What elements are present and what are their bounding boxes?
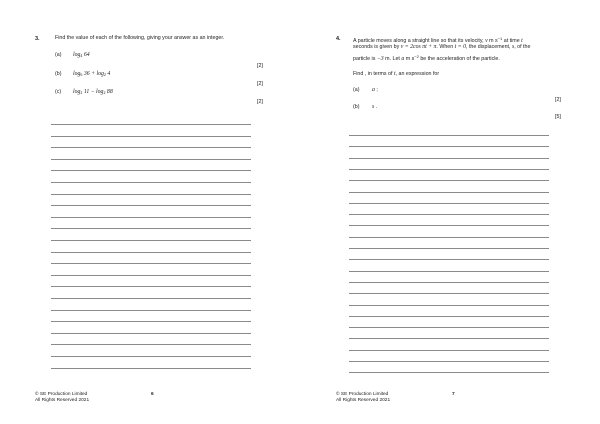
part-c-mark: [2] <box>257 99 263 105</box>
page-number: 6 <box>151 392 154 397</box>
footer-copyright <box>35 392 89 405</box>
part-b-variable: s . <box>372 104 378 110</box>
answer-line <box>349 271 549 272</box>
answer-line <box>51 228 251 229</box>
answer-line <box>51 136 251 137</box>
answer-line <box>51 205 251 206</box>
part-label-c: (c) <box>55 89 62 95</box>
line-text: particle is <box>353 56 376 62</box>
find-instruction: Find , in terms of t, an expression for <box>353 71 440 77</box>
answer-line <box>51 298 251 299</box>
answer-line <box>51 344 251 345</box>
part-a-variable: a ; <box>372 87 378 93</box>
answer-line <box>349 146 549 147</box>
answer-line <box>51 368 251 369</box>
answer-line <box>349 350 549 351</box>
footer-copyright <box>336 392 390 405</box>
answer-line <box>349 214 549 215</box>
answer-line <box>349 135 549 136</box>
part-a-expression: $\log_4 64$ <box>73 52 90 59</box>
footer-company: © SE Production Limited <box>336 392 389 397</box>
line-text: , the displacement, <box>466 44 511 50</box>
part-b-expression: $\log_6 36 + \log_2 4$ <box>73 71 111 78</box>
answer-line <box>349 237 549 238</box>
question-line-1: A particle moves along a straight line so that its velocity, v m $s^{-1}$ at time t <box>353 36 523 44</box>
answer-line <box>51 217 251 218</box>
answer-line <box>51 182 251 183</box>
answer-line <box>51 170 251 171</box>
footer-rights: All Rights Reserved 2021 <box>35 398 90 404</box>
answer-line <box>51 321 251 322</box>
line-text: , an expression for <box>395 71 440 77</box>
answer-line <box>349 305 549 306</box>
answer-line <box>51 159 251 160</box>
answer-lines <box>349 135 549 385</box>
line-text: seconds is given by <box>353 44 400 50</box>
answer-lines <box>51 124 251 384</box>
part-label-a: (a) <box>55 52 62 58</box>
line-text: be the acceleration of the particle. <box>420 56 500 62</box>
page-number: 7 <box>452 392 455 397</box>
answer-line <box>349 282 549 283</box>
part-a-mark: [2] <box>555 97 561 103</box>
answer-line <box>349 316 549 317</box>
answer-line <box>349 192 549 193</box>
part-b-mark: [5] <box>555 114 561 120</box>
line-text: , of the <box>514 44 531 50</box>
answer-line <box>349 158 549 159</box>
answer-line <box>51 240 251 241</box>
answer-line <box>349 338 549 339</box>
answer-line <box>51 252 251 253</box>
line-text: A particle moves along a straight line so that its velocity, <box>353 38 484 44</box>
answer-line <box>51 333 251 334</box>
line-text: . When <box>436 44 454 50</box>
answer-line <box>349 293 549 294</box>
answer-line <box>349 372 549 373</box>
answer-line <box>349 248 549 249</box>
answer-line <box>51 147 251 148</box>
question-line-2: seconds is given by v = 2cos πt + π. When t = 0, the displacement, s, of the <box>353 44 531 50</box>
part-b-mark: [2] <box>257 81 263 87</box>
answer-line <box>51 286 251 287</box>
question-line-3: particle is −3 m. Let a m $s^{-2}$ be the acceleration of the particle. <box>353 54 500 62</box>
answer-line <box>51 275 251 276</box>
part-label-a: (a) <box>353 87 360 93</box>
answer-line <box>349 361 549 362</box>
answer-line <box>51 356 251 357</box>
answer-line <box>51 310 251 311</box>
answer-line <box>349 225 549 226</box>
answer-line <box>51 263 251 264</box>
line-text: Find , in terms of <box>353 71 393 77</box>
line-text: at time <box>503 38 520 44</box>
answer-line <box>349 203 549 204</box>
question-prompt: Find the value of each of the following, giving your answer as an integer. <box>55 35 225 41</box>
part-a-mark: [2] <box>257 63 263 69</box>
answer-line <box>349 169 549 170</box>
question-number: 3. <box>35 36 40 42</box>
right-page <box>300 0 600 424</box>
part-c-expression: $\log_2 11 - \log_2 88$ <box>73 89 113 96</box>
answer-line <box>349 180 549 181</box>
answer-line <box>51 124 251 125</box>
part-label-b: (b) <box>353 104 360 110</box>
footer-rights: All Rights Reserved 2021 <box>336 398 391 404</box>
question-number: 4. <box>336 36 341 42</box>
answer-line <box>349 327 549 328</box>
line-text: . Let <box>389 56 400 62</box>
answer-line <box>349 259 549 260</box>
answer-line <box>51 194 251 195</box>
part-label-b: (b) <box>55 71 62 77</box>
footer-company: © SE Production Limited <box>35 392 88 397</box>
